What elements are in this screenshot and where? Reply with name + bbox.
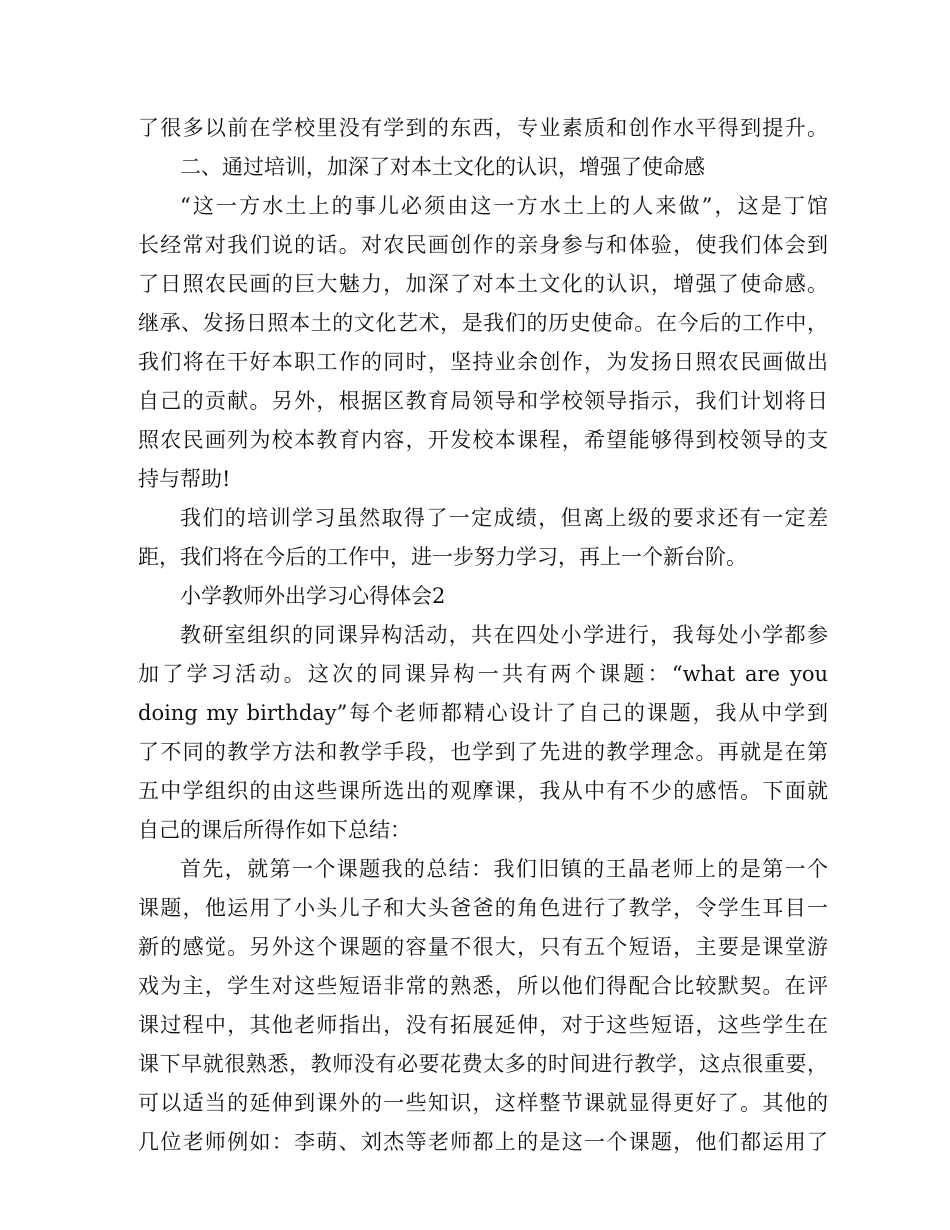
text-line: 我们的培训学习虽然取得了一定成绩，但离上级的要求还有一定差 [180,506,828,530]
text-line: 五中学组织的由这些课所选出的观摩课，我从中有不少的感悟。下面就 [138,779,828,803]
text-line: 课过程中，其他老师指出，没有拓展延伸，对于这些短语，这些学生在 [138,1013,828,1037]
text-line: 我们将在干好本职工作的同时，坚持业余创作，为发扬日照农民画做出 [138,350,828,374]
text-line: 课题，他运用了小头儿子和大头爸爸的角色进行了教学，令学生耳目一 [138,896,828,920]
text-line: “这一方水土上的事儿必须由这一方水土上的人来做”，这是丁馆 [180,194,828,218]
text-line: 长经常对我们说的话。对农民画创作的亲身参与和体验，使我们体会到 [138,233,828,257]
text-line: 了日照农民画的巨大魅力，加深了对本土文化的认识，增强了使命感。 [138,272,828,296]
text-line: 新的感觉。另外这个课题的容量不很大，只有五个短语，主要是课堂游 [138,935,828,959]
text-line: 加了学习活动。这次的同课异构一共有两个课题：“what are you [138,662,828,686]
section-heading: 小学教师外出学习心得体会2 [180,584,446,608]
text-line: 了不同的教学方法和教学手段，也学到了先进的教学理念。再就是在第 [138,740,828,764]
text-line: 自己的贡献。另外，根据区教育局领导和学校领导指示，我们计划将日 [138,389,828,413]
text-line: 持与帮助! [138,467,231,491]
text-line: 自己的课后所得作如下总结： [138,818,411,842]
text-line: 照农民画列为校本教育内容，开发校本课程，希望能够得到校领导的支 [138,428,828,452]
text-line: 课下早就很熟悉，教师没有必要花费太多的时间进行教学，这点很重要， [138,1052,828,1076]
section-heading: 二、通过培训，加深了对本土文化的认识，增强了使命感 [180,155,705,179]
text-line: 几位老师例如：李萌、刘杰等老师都上的是这一个课题，他们都运用了 [138,1130,828,1154]
text-line: 首先，就第一个课题我的总结：我们旧镇的王晶老师上的是第一个 [180,857,828,881]
text-line: 距，我们将在今后的工作中，进一步努力学习，再上一个新台阶。 [138,545,747,569]
text-line: 教研室组织的同课异构活动，共在四处小学进行，我每处小学都参 [180,623,828,647]
text-line: 继承、发扬日照本土的文化艺术，是我们的历史使命。在今后的工作中， [138,311,828,335]
text-line: 戏为主，学生对这些短语非常的熟悉，所以他们得配合比较默契。在评 [138,974,828,998]
text-line: doing my birthday”每个老师都精心设计了自己的课题，我从中学到 [138,701,828,725]
text-line: 可以适当的延伸到课外的一些知识，这样整节课就显得更好了。其他的 [138,1091,828,1115]
text-line: 了很多以前在学校里没有学到的东西，专业素质和创作水平得到提升。 [138,116,828,140]
